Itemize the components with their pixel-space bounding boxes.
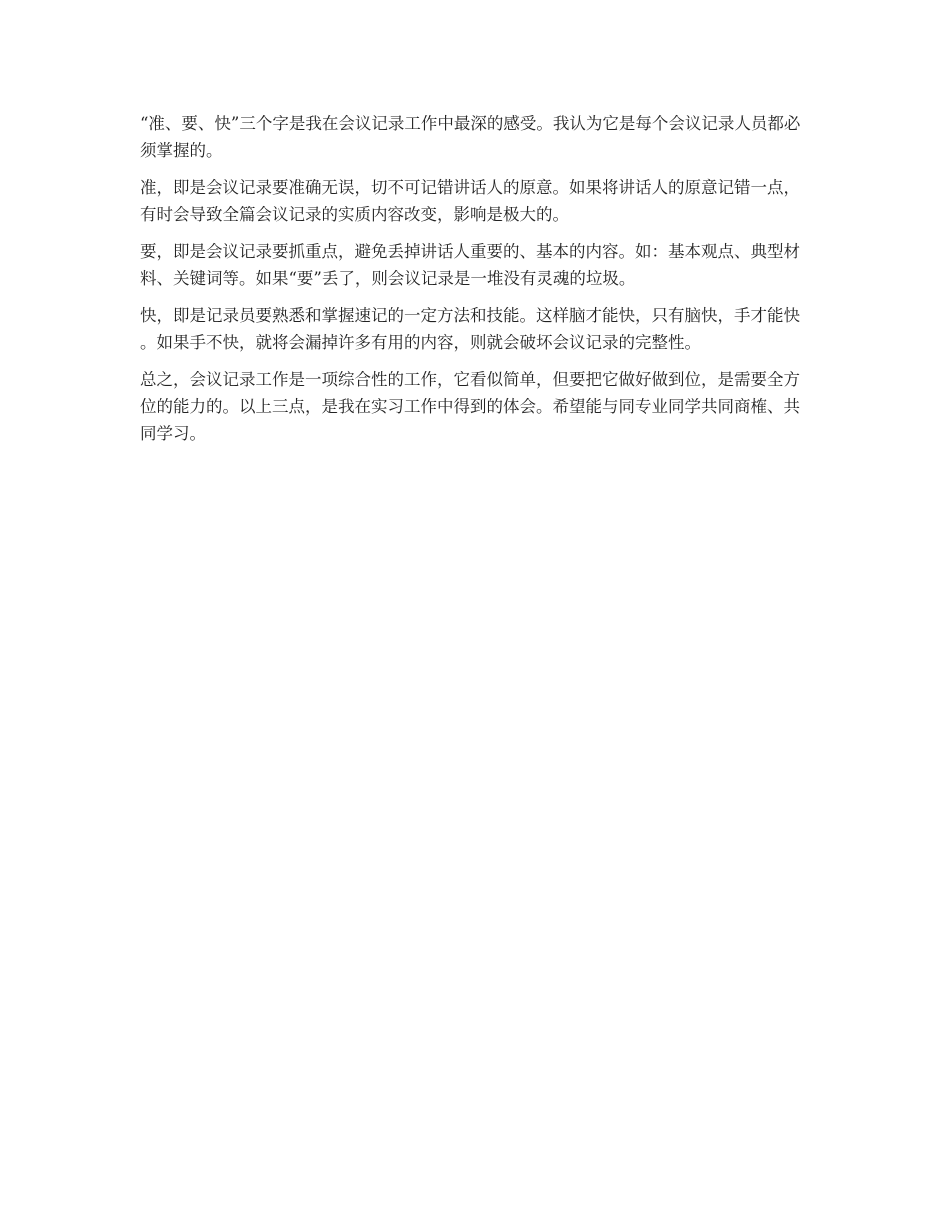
paragraph-summary: 总之，会议记录工作是一项综合性的工作，它看似简单，但要把它做好做到位，是需要全方位的能力的。以上三点，是我在实习工作中得到的体会。希望能与同专业同学共同商榷、共同学习。	[140, 370, 800, 443]
paragraph-intro: “准、要、快”三个字是我在会议记录工作中最深的感受。我认为它是每个会议记录人员都必须掌握的。	[140, 114, 801, 160]
paragraph-accuracy: 准，即是会议记录要准确无误，切不可记错讲话人的原意。如果将讲话人的原意记错一点，有时会导致全篇会议记录的实质内容改变，影响是极大的。	[140, 178, 800, 224]
paragraph-speed: 快，即是记录员要熟悉和掌握速记的一定方法和技能。这样脑才能快，只有脑快，手才能快 。如果手不快，就将会漏掉许多有用的内容，则就会破坏会议记录的完整性。	[140, 306, 800, 352]
document-body	[140, 110, 812, 457]
paragraph-key-points: 要，即是会议记录要抓重点，避免丢掉讲话人重要的、基本的内容。如：基本观点、典型材料、关键词等。如果“要”丢了，则会议记录是一堆没有灵魂的垃圾。	[140, 242, 800, 288]
